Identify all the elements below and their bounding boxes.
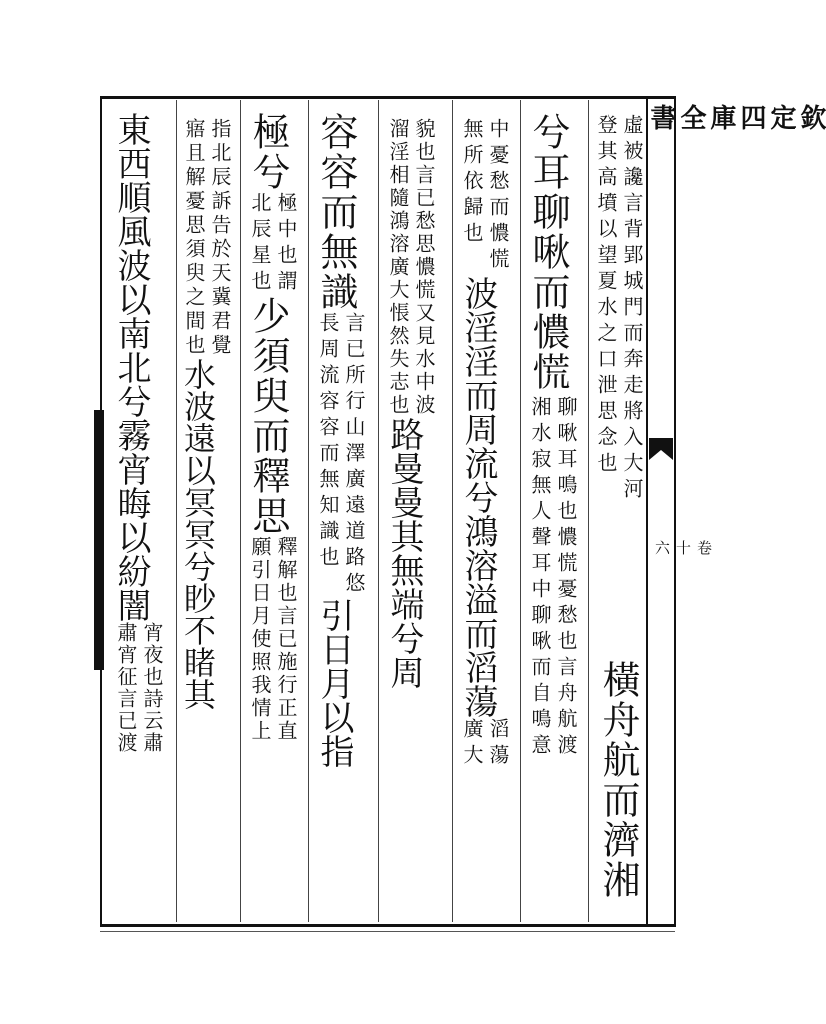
column-divider [520, 100, 521, 922]
main-text: 引日月以指 [314, 598, 354, 768]
main-text: 橫舟航而濟湘 [596, 660, 640, 900]
commentary-line: 言已所行山澤廣遠道路悠 [342, 312, 366, 598]
text-column-5 [384, 118, 436, 689]
commentary-line: 北辰星也 [248, 192, 272, 296]
juan-number: 卷十六 [653, 540, 713, 555]
commentary-line: 登其高墳以望夏水之口泄思念也 [594, 114, 618, 478]
text-column-9 [112, 112, 164, 754]
bottom-inner-rule [100, 931, 675, 932]
main-text: 水波遠以冥冥兮眇不睹其 [179, 358, 217, 710]
commentary-line: 廣大 [460, 718, 484, 770]
text-column-6 [314, 112, 366, 768]
main-text: 極兮 [246, 112, 290, 192]
commentary-line: 指北辰訴告於天冀君覺 [208, 118, 232, 358]
column-divider [240, 100, 241, 922]
series-title: 欽定四庫全書 [646, 104, 826, 132]
right-border-rule [674, 96, 676, 927]
commentary-line: 肅宵征言已渡 [114, 622, 138, 754]
main-text: 容容而無識 [314, 112, 358, 312]
text-column-3 [526, 112, 578, 760]
binding-edge-bar [94, 410, 104, 670]
commentary-line: 中憂愁而憹慌 [486, 118, 510, 274]
commentary-line: 滔蕩 [486, 718, 510, 770]
top-border-rule [100, 96, 675, 99]
column-divider [308, 100, 309, 922]
main-text: 波淫淫而周流兮鴻溶溢而滔蕩 [458, 276, 498, 718]
bottom-border-rule [100, 924, 675, 927]
main-text: 路曼曼其無端兮周 [384, 417, 424, 689]
column-divider [176, 100, 177, 922]
main-text: 兮耳聊啾而憹慌 [526, 112, 570, 392]
text-column-2 [596, 660, 648, 900]
commentary-line: 虛被讒言背郢城門而奔走將入大河 [620, 114, 644, 504]
main-text: 東西順風波以南北兮霧宵晦以紛闇 [111, 112, 151, 622]
commentary-line: 聊啾耳鳴也憹慌憂愁也言舟航渡 [554, 396, 578, 760]
commentary-line: 長周流容容而無知識也 [316, 312, 340, 572]
commentary-line: 貌也言已愁思憹慌又見水中波 [412, 118, 436, 417]
commentary-line: 湘水寂無人聲耳中聊啾而自鳴意 [528, 396, 552, 760]
text-column-1 [592, 114, 644, 504]
commentary-line: 無所依歸也 [460, 118, 484, 248]
commentary-line: 願引日月使照我情上 [248, 536, 272, 743]
text-column-7 [246, 112, 298, 743]
commentary-line: 寤且解憂思須臾之間也 [182, 118, 206, 358]
commentary-line: 極中也謂 [274, 192, 298, 296]
text-column-8 [180, 118, 232, 710]
commentary-line: 宵夜也詩云肅 [140, 622, 164, 754]
commentary-line: 釋解也言已施行正直 [274, 536, 298, 743]
column-divider [452, 100, 453, 922]
main-text: 少須臾而釋思 [246, 296, 290, 536]
commentary-line: 溜淫相隨鴻溶廣大悵然失志也 [386, 118, 410, 417]
text-column-4 [458, 118, 510, 770]
column-divider [378, 100, 379, 922]
fish-tail-mark-icon [649, 438, 673, 460]
column-divider [588, 100, 589, 922]
